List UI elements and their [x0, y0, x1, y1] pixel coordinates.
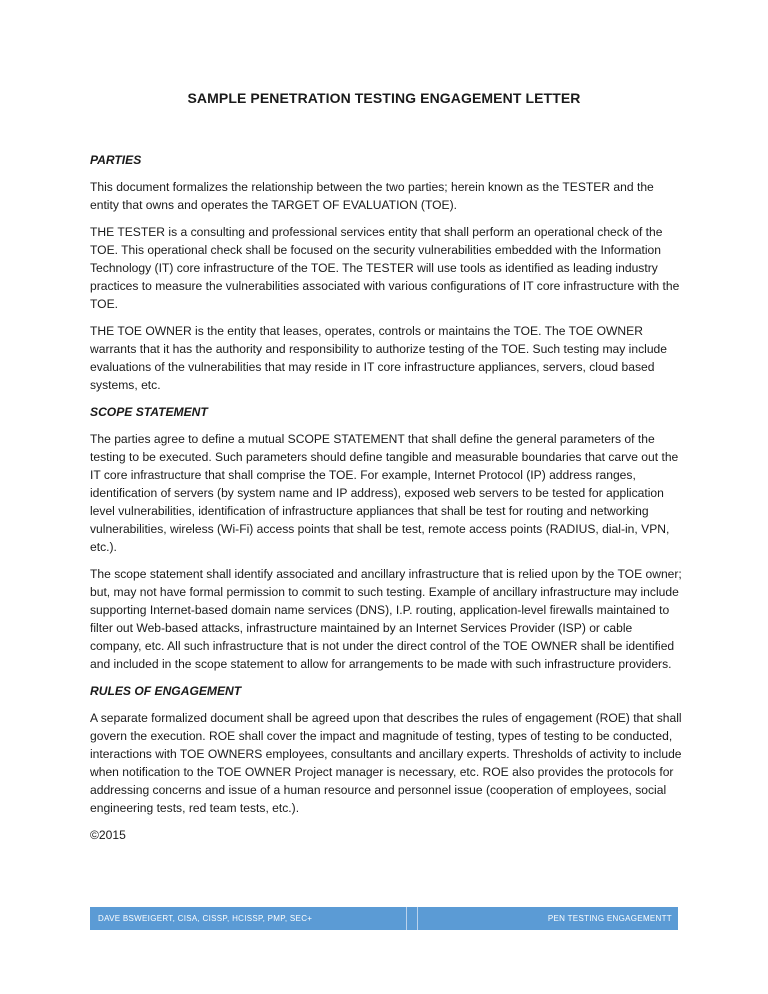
section-heading-rules-of-engagement: RULES OF ENGAGEMENT	[90, 684, 242, 698]
document-body	[90, 151, 682, 853]
paragraph: The scope statement shall identify associated and ancillary infrastructure that is relied upon by the TOE owner; but, may not have formal permission to commit to such testing. Example of ancillary infrastructure may include supporting Internet-based domain name services (DNS), I.P. routing, application-level firewalls maintained to filter out Web-based attacks, infrastructure maintained by an Internet Services Provider (ISP) or cable company, etc. All such infrastructure that is not under the direct control of the TOE OWNER shall be identified and included in the scope statement to allow for arrangements to be made with such infrastructure providers.	[90, 567, 682, 671]
footer-divider	[406, 907, 418, 930]
page-footer	[90, 907, 678, 930]
copyright-notice: ©2015	[90, 828, 126, 842]
section-heading-parties: PARTIES	[90, 153, 142, 167]
section-heading-scope-statement: SCOPE STATEMENT	[90, 405, 208, 419]
paragraph: THE TESTER is a consulting and professional services entity that shall perform an operational check of the TOE. This operational check shall be focused on the security vulnerabilities embedded with the Information Technology (IT) core infrastructure of the TOE. The TESTER will use tools as identified as leading industry practices to measure the vulnerabilities associated with various configurations of IT core infrastructure with the TOE.	[90, 225, 680, 311]
footer-author: DAVE BSWEIGERT, CISA, CISSP, HCISSP, PMP, SEC+	[98, 914, 313, 923]
paragraph: A separate formalized document shall be agreed upon that describes the rules of engagement (ROE) that shall govern the execution. ROE shall cover the impact and magnitude of testing, types of testing to be conducted, interactions with TOE OWNERS employees, consultants and ancillary experts. Thresholds of activity to include when notification to the TOE OWNER Project manager is necessary, etc. ROE also provides the protocols for addressing concerns and issue of a human resource and personnel issue (cooperation of employees, social engineering tests, red team tests, etc.).	[90, 711, 682, 815]
paragraph: This document formalizes the relationship between the two parties; herein known as the TESTER and the entity that owns and operates the TARGET OF EVALUATION (TOE).	[90, 180, 654, 212]
paragraph: The parties agree to define a mutual SCOPE STATEMENT that shall define the general parameters of the testing to be executed. Such parameters should define tangible and measurable boundaries that carve out the IT core infrastructure that shall comprise the TOE. For example, Internet Protocol (IP) address ranges, identification of servers (by system name and IP address), exposed web servers to be tested for application level vulnerabilities, identification of infrastructure appliances that shall be test for routing and networking vulnerabilities, wireless (Wi-Fi) access points that shall be test, remote access points (RADIUS, dial-in, VPN, etc.).	[90, 432, 679, 554]
document-title: SAMPLE PENETRATION TESTING ENGAGEMENT LETTER	[187, 90, 581, 106]
paragraph: THE TOE OWNER is the entity that leases, operates, controls or maintains the TOE. The TOE OWNER warrants that it has the authority and responsibility to authorize testing of the TOE. Such testing may include evaluations of the vulnerabilities that may reside in IT core infrastructure appliances, servers, cloud based systems, etc.	[90, 324, 668, 392]
footer-document-label: PEN TESTING ENGAGEMENTT	[547, 914, 672, 923]
